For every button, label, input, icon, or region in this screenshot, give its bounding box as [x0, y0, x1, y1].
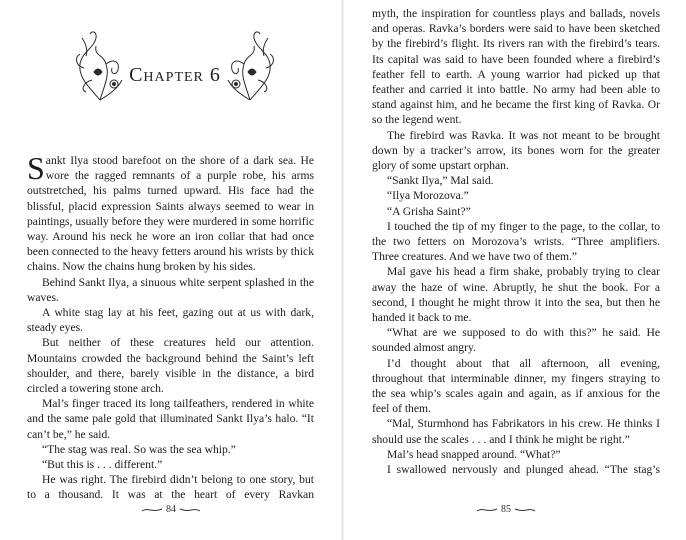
paragraph: I touched the tip of my finger to the page, to the collar, to the two fetters on Morozova’s wrists. “Three amplifiers. Three creatures. And we have two of them.” — [372, 219, 660, 264]
paragraph: Behind Sankt Ilya, a sinuous white serpent splashed in the waves. — [27, 275, 314, 304]
swash-right-icon — [514, 506, 536, 514]
page-number: 84 — [166, 504, 176, 516]
swash-left-icon — [141, 506, 163, 514]
swash-right-icon — [179, 506, 201, 514]
left-flourish-ornament-icon — [70, 28, 128, 106]
page-number-footer — [131, 504, 211, 518]
paragraph: A white stag lay at his feet, gazing out at us with dark, steady eyes. — [27, 306, 314, 335]
paragraph: “A Grisha Saint?” — [387, 204, 471, 218]
chapter-title: Chapter 6 — [129, 64, 221, 86]
paragraph: “But this is . . . different.” — [42, 458, 163, 472]
right-page — [343, 0, 686, 540]
swash-left-icon — [476, 506, 498, 514]
paragraph: “Mal, Sturmhond has Fabrikators in his crew. He thinks I should use the scales . . . and I think he might be right.” — [372, 417, 660, 446]
paragraph: The firebird was Ravka. It was not meant to be brought down by a tracker’s arrow, its bones worn for the greater glory of some upstart orphan. — [372, 128, 660, 173]
paragraph: I swallowed nervously and plunged ahead. “The stag’s — [387, 463, 660, 477]
paragraph: “Ilya Morozova.” — [387, 189, 469, 203]
right-flourish-ornament-icon — [222, 28, 280, 106]
paragraph: “Sankt Ilya,” Mal said. — [387, 174, 494, 188]
paragraph: Mal’s finger traced its long tailfeathers, rendered in white and the same pale gold that illuminated Sankt Ilya’s halo. “It can’t be,” he said. — [27, 397, 314, 441]
paragraph: Mal gave his head a firm shake, probably trying to clear away the haze of wine. Abruptly, he shut the book. For a second, I thought he might throw it into the sea, but then he handed it back to me. — [372, 265, 660, 325]
paragraph: I’d thought about that all afternoon, all evening, throughout that interminable dinner, my fingers straying to the sea whip’s scales again and again, as if anxious for the feel of them. — [372, 356, 660, 416]
page-number-footer — [466, 504, 546, 518]
paragraph: But neither of these creatures held our attention. Mountains crowded the background behind the Saint’s left shoulder, and there, barely visible in the distance, a bird circled a towering stone arch. — [27, 336, 314, 396]
page-number: 85 — [501, 504, 511, 516]
drop-cap: S — [27, 150, 45, 186]
paragraph: myth, the inspiration for countless plays and ballads, novels and operas. Ravka’s borders were said to have been sketched by the firebird’s flight. Its rivers ran with the firebird’s tears. Its capital was said to have been founded where a firebird’s feather fell to earth. A young warrior had picked up that feather and carried it into battle. No army had been able to stand against him, and he became the first king of Ravka. Or so the legend went. — [372, 7, 660, 127]
paragraph: “What are we supposed to do with this?” he said. He sounded almost angry. — [372, 326, 660, 355]
chapter-heading — [70, 28, 280, 106]
left-body-text — [27, 150, 314, 503]
paragraph: Mal’s head snapped around. “What?” — [387, 447, 561, 461]
paragraph: Sankt Ilya stood barefoot on the shore of a dark sea. He wore the ragged remnants of a purple robe, his arms outstretched, his palms turned upward. His face had the blissful, placid expression Saints always seemed to wear in paintings, usually before they were murdered in some horrific way. Around his neck he wore an iron collar that had once been connected to the heavy fetters around his wrists by thick chains. Now the chains hung broken by his sides. — [27, 150, 314, 274]
paragraph: “The stag was real. So was the sea whip.” — [42, 442, 236, 456]
right-body-text — [372, 6, 660, 477]
paragraph: He was right. The firebird didn’t belong to one story, but to a thousand. It was at the heart of every Ravkan — [27, 473, 314, 502]
